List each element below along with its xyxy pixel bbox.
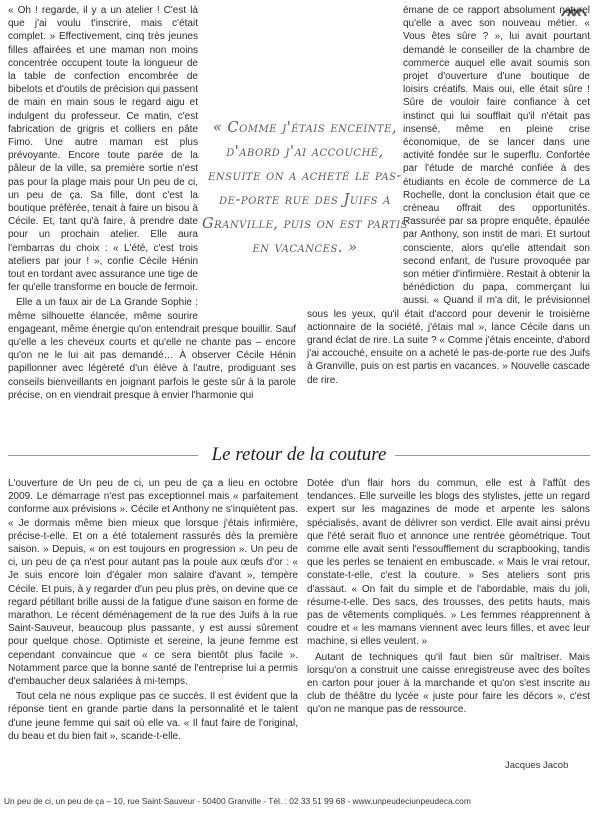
page-footer: Un peu de ci, un peu de ça – 10, rue Saint-Sauveur - 50400 Granville - Tél. : 02 33 51 99 68 - www.unpeudeciunpeudeca.com (4, 796, 471, 806)
column-3-paragraph-1: L'ouverture de Un peu de ci, un peu de ça a lieu en octobre 2009. Le démarrage n'est pas exceptionnel mais « parfaitement conforme aux prévisions ». Cécile et Anthony ne s'inquiètent pas. « Je dormais même bien mieux que lorsque j'étais infirmière, précise-t-elle. Et on a été totalement rassurés dès la première saison. » Depuis, « on est toujours en progression ». Un peu de ci, un peu de ça n'est pour autant pas la poule aux œufs d'or : « Je suis encore loin d'égaler mon salaire d'avant », tempère Cécile. Et puis, à y regarder d'un peu plus près, on devine que ce regard pétillant brille aussi de la fatigue d'une saison en forme de marathon. Le récent déménagement de la rue des Juifs à la rue Saint-Sauveur, beaucoup plus passante, y est aussi sûrement pour quelque chose. Optimiste et sereine, la jeune femme est cependant convaincue que « ce sera bientôt plus facile ». Notamment parce que la bonne santé de l'entreprise lui a permis d'embaucher deux salariées à mi-temps. (8, 478, 298, 688)
pull-quote: « Comme j'étais enceinte, d'abord j'ai accouché, ensuite on a acheté le pas-de-porte rue des Juifs à Granville, puis on est partis en vacances. » (201, 119, 408, 256)
article-column-3 (8, 477, 298, 745)
author-signature: Jacques Jacob (505, 760, 569, 771)
column-4-paragraph-2: Autant de techniques qu'il faut bien sûr maîtriser. Mais lorsqu'on a construit une caisse enregistreuse avec des boîtes en carton pour jouer à la marchande et qu'on s'est inscrite au club de théâtre du lycée « juste pour faire les décors », c'est qu'on ne manque pas de ressource. (307, 651, 590, 716)
column-1-paragraph-2: Elle a un faux air de La Grande Sophie : même silhouette élancée, même sourire engageant, même énergie qu'on entendrait presque bouillir. Sauf qu'elle a les cheveux courts et qu'elle ne chante pas – encore qu'on ne le lui ait pas demandé… À observer Cécile Hénin papillonner avec légèreté d'un élève à l'autre, prodiguant ses conseils bienveillants en joignant parfois le geste sûr à la parole précise, on en viendrait presque à envier l'harmonie qui (8, 297, 296, 401)
article-column-4 (307, 477, 590, 719)
section-heading: Le retour de la couture (211, 444, 387, 465)
section-divider-right (395, 455, 590, 456)
column-1-paragraph-1: « Oh ! regarde, il y a un atelier ! C'est là que j'ai voulu t'inscrire, mais c'était complet. » Effectivement, cinq très jeunes filles affairées et une maman non moins concentrée occupent toute la longueur de la table de confection encombrée de bibelots et d'outils de précision qui passent de main en main sous le regard aigu et indulgent du professeur. Ce matin, c'est fabrication de grigris et colliers en pâte Fimo. Une autre maman est plus prévoyante. Encore toute parée de la pâleur de la ville, sa première sortie n'est pas pour la plage mais pour Un peu de ci, un peu de ça. Sa fille, dont c'est la boutique préférée, tenait à faire un bisou à Cécile. Et, tant qu'à faire, à prendre date pour un prochain atelier. Elle aura l'embarras du choix : « L'été, c'est trois ateliers par jour ! », confie Cécile Hénin tout en tordant avec assurance une tige de fer qu'elle transforme en boucle de fermoir. (8, 5, 198, 294)
column-3-paragraph-2: Tout cela ne nous explique pas ce succès. Il est évident que la réponse tient en grande partie dans la personnalité et le talent d'une jeune femme qui sait où elle va. « Il faut faire de l'original, du beau et du bien fait », scande-t-elle. (8, 691, 298, 742)
column-4-paragraph-1: Dotée d'un flair hors du commun, elle est à l'affût des tendances. Elle surveille les blogs des stylistes, jette un regard expert sur les magazines de mode et arpente les salons spécialisés, avant de délivrer son verdict. Elle avait ainsi prévu que l'été serait fluo et annonce une rentrée géométrique. Tout comme elle avait senti l'essoufflement du scrapbooking, tandis que les perles se tenaient en embuscade. « Mais le vrai retour, constate-t-elle, c'est la couture. » Ses ateliers sont pris d'assaut. « On fait du simple et de l'abordable, mais du joli, résume-t-elle. Des sacs, des trousses, des petits hauts, mais pas de vêtements compliqués. » Les femmes réapprennent à coudre et « les mamans viennent avec leurs filles, et avec leur machine, si elles veulent. » (307, 478, 590, 648)
column-2-paragraph-1: émane de ce rapport absolument naturel qu'elle a avec son nouveau métier. « Vous êtes sûre ? », lui avait pourtant demandé le conseiller de la chambre de commerce auquel elle avait soumis son projet d'ouverture d'une boutique de loisirs créatifs. Mais oui, elle était sûre ! Sûre de vouloir faire confiance à cet instinct qui lui soufflait qu'il n'était pas insensé, même en pleine crise économique, de se lancer dans une activité fondée sur le superflu. Confortée par l'étude de marché confiée à des étudiants en école de commerce de La Rochelle, dont la conclusion était que ce créneau offrait des opportunités. Rassurée par sa propre enquête, épaulée par Anthony, son instit de mari. Et surtout consciente, alors qu'elle attendait son second enfant, de l'usure provoquée par son métier d'infirmière. Restait à obtenir la bénédiction du papa, commerçant lui aussi. « Quand il m'a dit, le prévisionnel sous les yeux, qu'il était d'accord pour devenir le troisième actionnaire de la société, j'étais mal », lance Cécile dans un grand éclat de rire. La suite ? « Comme j'étais enceinte, d'abord j'ai accouché, ensuite on a acheté le pas-de-porte rue des Juifs à Granville, puis on est partis en vacances. » Nouvelle cascade de rire. (307, 5, 590, 386)
